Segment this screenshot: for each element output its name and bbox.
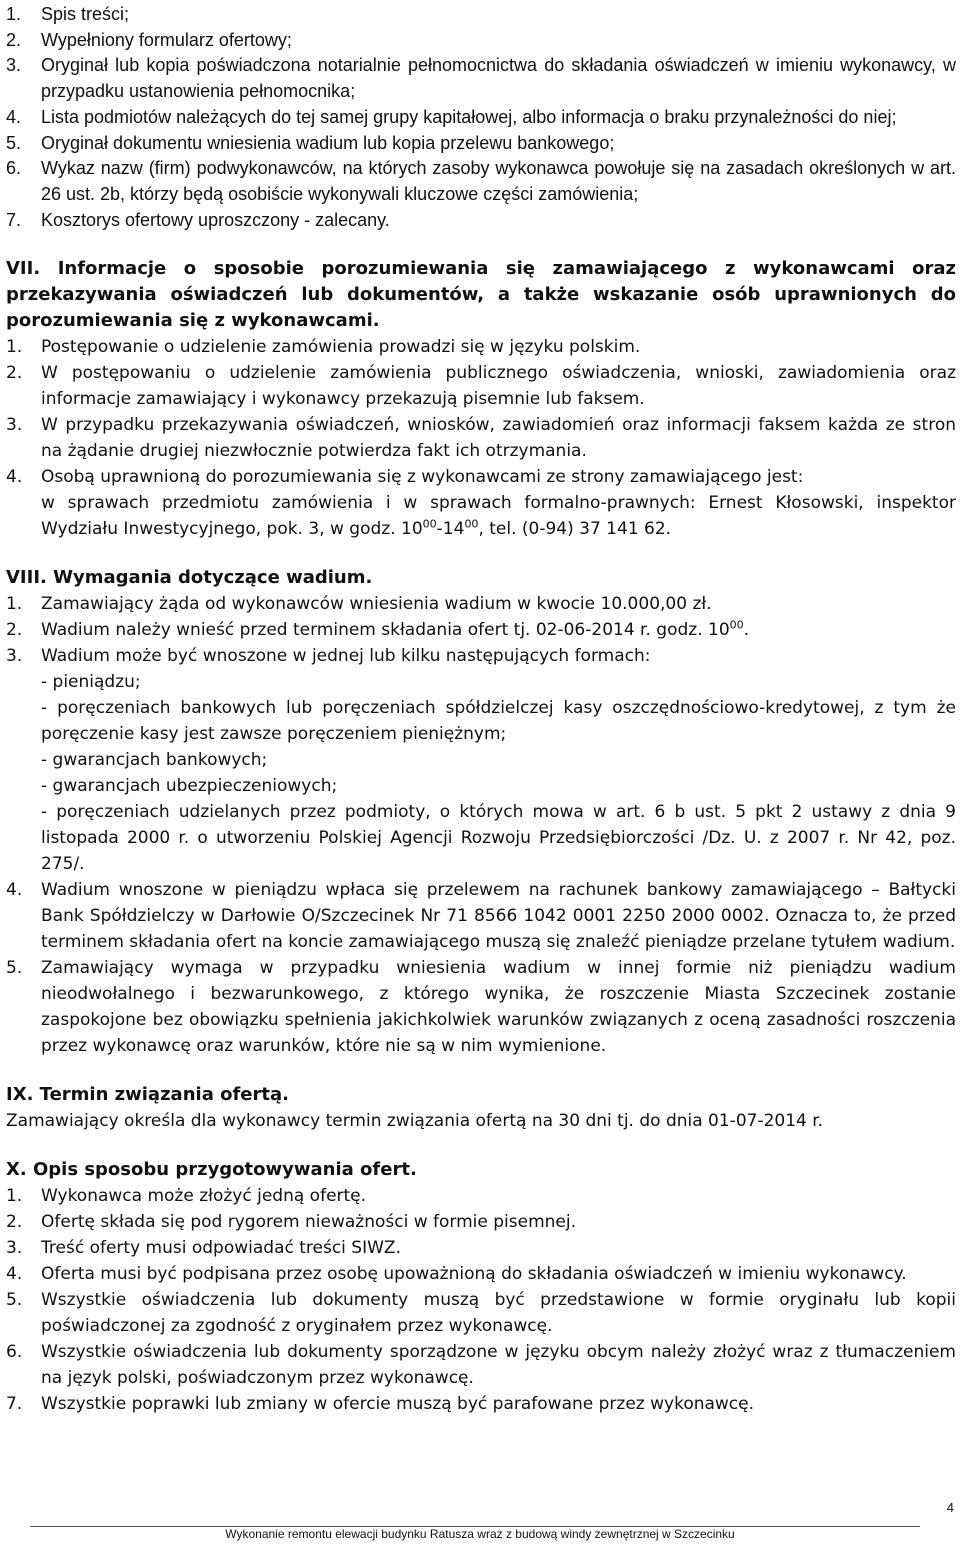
list-item: 7. Wszystkie poprawki lub zmiany w ofercie muszą być parafowane przez wykonawcę. xyxy=(6,1394,755,1415)
list-item: 2. Ofertę składa się pod rygorem nieważności w formie pisemnej. xyxy=(6,1212,577,1233)
contact-intro: Osobą uprawnioną do porozumiewania się z wykonawcami ze strony zamawiającego jest: xyxy=(41,467,804,488)
list-item: 4. Wadium wnoszone w pieniądzu wpłaca się przelewem na rachunek bankowy zamawiającego – Bałtycki Bank Spółdzielczy w Darłowie O/Szczecinek Nr 71 8566 1042 0001 2250 2000 0002. Oznacza to, że przed terminem składania ofert na koncie zamawiającego muszą się znaleźć pieniądze przelane tytułem wadium. xyxy=(6,880,956,953)
wadium-form: - pieniądzu; xyxy=(41,672,141,693)
list-item: 1. Zamawiający żąda od wykonawców wniesienia wadium w kwocie 10.000,00 zł. xyxy=(6,594,712,615)
section-heading-vii: VII. Informacje o sposobie porozumiewania się zamawiającego z wykonawcami oraz przekazywania oświadczeń lub dokumentów, a także wskazanie osób uprawnionych do porozumiewania się z wykonawcami. xyxy=(6,258,956,332)
document-page xyxy=(6,2,956,1417)
list-item: 1. Wykonawca może złożyć jedną ofertę. xyxy=(6,1186,367,1207)
list-item: 4. Lista podmiotów należących do tej samej grupy kapitałowej, albo informacja o braku przynależności do niej; xyxy=(6,106,897,127)
wadium-form: - poręczeniach bankowych lub poręczeniach spółdzielczej kasy oszczędnościowo-kredytowej, z tym że poręczenie kasy jest zawsze poręczeniem pieniężnym; xyxy=(41,698,956,745)
list-item: 6. Wykaz nazw (firm) podwykonawców, na których zasoby wykonawca powołuje się na zasadach określonych w art. 26 ust. 2b, którzy będą osobiście wykonywali kluczowe części zamówienia; xyxy=(6,158,956,204)
wadium-form: - gwarancjach ubezpieczeniowych; xyxy=(41,776,338,797)
wadium-form: - gwarancjach bankowych; xyxy=(41,750,268,771)
section-vii-list xyxy=(6,334,956,542)
list-item: 7. Kosztorys ofertowy uproszczony - zalecany. xyxy=(6,209,390,230)
list-item: 6. Wszystkie oświadczenia lub dokumenty sporządzone w języku obcym należy złożyć wraz z tłumaczeniem na język polski, poświadczonym przez wykonawcę. xyxy=(6,1342,956,1389)
list-item: 5. Zamawiający wymaga w przypadku wniesienia wadium w innej formie niż pieniądzu wadium nieodwołalnego i bezwarunkowego, z którego wynika, że roszczenie Miasta Szczecinek zostanie zaspokojone bez obowiązku spełnienia jakichkolwiek warunków związanych z oceną zasadności roszczenia przez wykonawcę oraz warunków, które nie są w nim wymienione. xyxy=(6,958,956,1057)
list-item: 3. Treść oferty musi odpowiadać treści SIWZ. xyxy=(6,1238,401,1259)
list-item: 1. Spis treści; xyxy=(6,4,130,24)
page-number: 4 xyxy=(946,1500,954,1515)
section-heading-viii: VIII. Wymagania dotyczące wadium. xyxy=(6,567,373,589)
wadium-form: - poręczeniach udzielanych przez podmioty, o których mowa w art. 6 b ust. 5 pkt 2 ustawy z dnia 9 listopada 2000 r. o utworzeniu Polskiej Agencji Rozwoju Przedsiębiorczości /Dz. U. z 2007 r. Nr 42, poz. 275/. xyxy=(41,802,956,875)
list-item: 1. Postępowanie o udzielenie zamówienia prowadzi się w języku polskim. xyxy=(6,337,641,358)
list-item: 3. Oryginał lub kopia poświadczona notarialnie pełnomocnictwa do składania oświadczeń w imieniu wykonawcy, w przypadku ustanowienia pełnomocnika; xyxy=(6,55,956,102)
list-item: 5. Oryginał dokumentu wniesienia wadium lub kopia przelewu bankowego; xyxy=(6,132,615,153)
list-item: 4. Osobą uprawnioną do porozumiewania się z wykonawcami ze strony zamawiającego jest: w sprawach przedmiotu zamówienia i w sprawach formalno-prawnych: Ernest Kłosowski, inspektor Wydziału Inwestycyjnego, pok. 3, w godz. $10^{00}-14^{00}$, tel. (0-94) 37 141 62. xyxy=(6,464,956,542)
list-item: 3. W przypadku przekazywania oświadczeń, wniosków, zawiadomień oraz informacji faksem każda ze stron na żądanie drugiej niezwłocznie potwierdza fakt ich otrzymania. xyxy=(6,415,956,462)
attachments-list xyxy=(6,2,956,233)
section-viii-list xyxy=(6,591,956,1059)
list-item: 3. Wadium może być wnoszone w jednej lub kilku następujących formach: - pieniądzu; - poręczeniach bankowych lub poręczeniach spółdzielczej kasy oszczędnościowo-kredytowej, z tym że poręczenie kasy jest zawsze poręczeniem pieniężnym; - gwarancjach bankowych; - gwarancjach ubezpieczeniowych; - poręczeniach udzielanych przez podmioty, o których mowa w art. 6 b ust. 5 pkt 2 ustawy z dnia 9 listopada 2000 r. o utworzeniu Polskiej Agencji Rozwoju Przedsiębiorczości /Dz. U. z 2007 r. Nr 42, poz. 275/. xyxy=(6,643,956,877)
section-x-list xyxy=(6,1183,956,1417)
list-item: 5. Wszystkie oświadczenia lub dokumenty muszą być przedstawione w formie oryginału lub kopii poświadczonej za zgodność z oryginałem przez wykonawcę. xyxy=(6,1290,956,1337)
list-item: 2. W postępowaniu o udzielenie zamówienia publicznego oświadczenia, wnioski, zawiadomienia oraz informacje zamawiający i wykonawcy przekazują pisemnie lub faksem. xyxy=(6,363,956,410)
section-heading-ix: IX. Termin związania ofertą. xyxy=(6,1084,289,1106)
list-item: 2. Wadium należy wnieść przed terminem składania ofert tj. 02-06-2014 r. godz. $10^{00}$. xyxy=(6,618,750,641)
section-heading-x: X. Opis sposobu przygotowywania ofert. xyxy=(6,1159,417,1181)
list-item: 4. Oferta musi być podpisana przez osobę upoważnioną do składania oświadczeń w imieniu wykonawcy. xyxy=(6,1264,907,1285)
list-item: 2. Wypełniony formularz ofertowy; xyxy=(6,29,292,50)
binding-period-text: Zamawiający określa dla wykonawcy termin związania ofertą na 30 dni tj. do dnia 01-07-2014 r. xyxy=(6,1111,824,1132)
contact-details: w sprawach przedmiotu zamówienia i w sprawach formalno-prawnych: Ernest Kłosowski, inspektor Wydziału Inwestycyjnego, pok. 3, w godz. $10^{00}-14^{00}$, tel. (0-94) 37 141 62. xyxy=(41,493,956,540)
footer-text: Wykonanie remontu elewacji budynku Ratusza wraz z budową windy zewnętrznej w Szczecinku xyxy=(225,1527,735,1541)
